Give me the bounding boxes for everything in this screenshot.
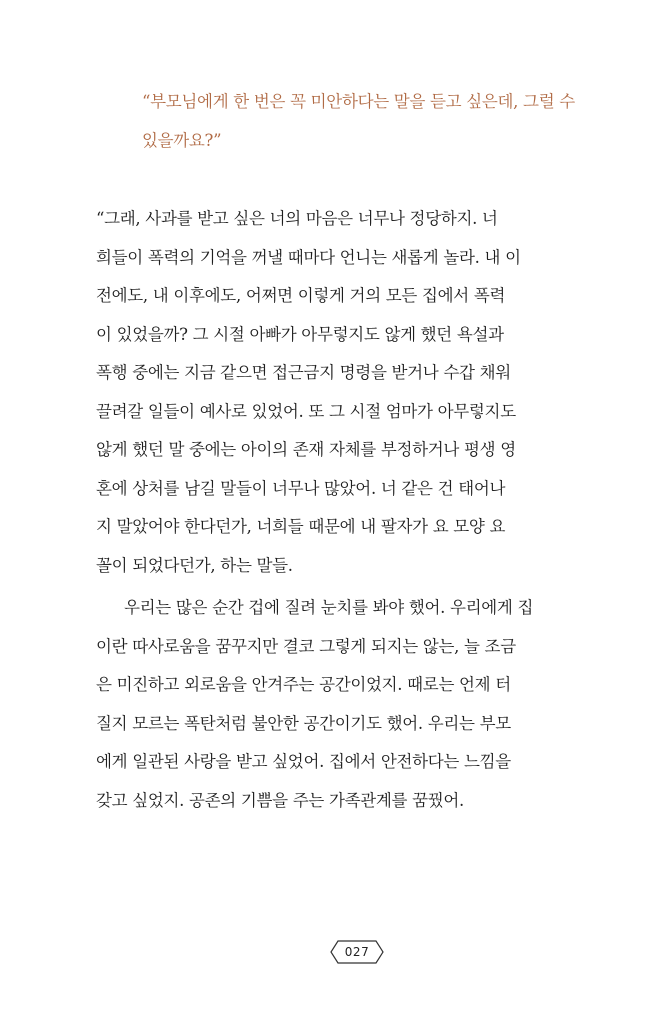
page-number: 027 bbox=[344, 945, 370, 959]
paragraph-line: 않게 했던 말 중에는 아이의 존재 자체를 부정하거나 평생 영 bbox=[96, 440, 516, 459]
paragraph-line: 혼에 상처를 남길 말들이 너무나 많았어. 너 같은 건 태어나 bbox=[96, 478, 506, 498]
page-number-badge bbox=[330, 940, 384, 964]
paragraph-line: 이 있었을까? 그 시절 아빠가 아무렇지도 않게 했던 욕설과 bbox=[96, 324, 504, 344]
answer-paragraph-1 bbox=[96, 200, 586, 585]
paragraph-line: 이란 따사로움을 꿈꾸지만 결코 그렇게 되지는 않는, 늘 조금 bbox=[96, 636, 516, 656]
paragraph-line: 우리는 많은 순간 겁에 질려 눈치를 봐야 했어. 우리에게 집 bbox=[124, 598, 534, 617]
question-line-1: “부모님에게 한 번은 꼭 미안하다는 말을 듣고 싶은데, 그럴 수 bbox=[142, 92, 575, 111]
paragraph-line: 꼴이 되었다던가, 하는 말들. bbox=[96, 555, 293, 575]
paragraph-line: 끌려갈 일들이 예사로 있었어. 또 그 시절 엄마가 아무렇지도 bbox=[96, 401, 516, 421]
paragraph-line: 갖고 싶었지. 공존의 기쁨을 주는 가족관계를 꿈꿨어. bbox=[96, 790, 464, 810]
paragraph-line: 지 말았어야 한다던가, 너희들 때문에 내 팔자가 요 모양 요 bbox=[96, 517, 506, 536]
paragraph-line: 은 미진하고 외로움을 안겨주는 공간이었지. 때로는 언제 터 bbox=[96, 675, 511, 694]
question-line-2: 있을까요?” bbox=[142, 131, 222, 150]
paragraph-line: 질지 모르는 폭탄처럼 불안한 공간이기도 했어. 우리는 부모 bbox=[96, 713, 511, 733]
answer-body bbox=[96, 200, 586, 820]
paragraph-line: “그래, 사과를 받고 싶은 너의 마음은 너무나 정당하지. 너 bbox=[96, 209, 498, 228]
paragraph-line: 에게 일관된 사랑을 받고 싶었어. 집에서 안전하다는 느낌을 bbox=[96, 752, 511, 771]
paragraph-line: 폭행 중에는 지금 같으면 접근금지 명령을 받거나 수갑 채워 bbox=[96, 363, 511, 382]
paragraph-line: 전에도, 내 이후에도, 어쩌면 이렇게 거의 모든 집에서 폭력 bbox=[96, 286, 506, 305]
paragraph-line: 희들이 폭력의 기억을 꺼낼 때마다 언니는 새롭게 놀라. 내 이 bbox=[96, 247, 521, 267]
question-quote bbox=[142, 82, 594, 160]
answer-paragraph-2 bbox=[96, 589, 586, 820]
